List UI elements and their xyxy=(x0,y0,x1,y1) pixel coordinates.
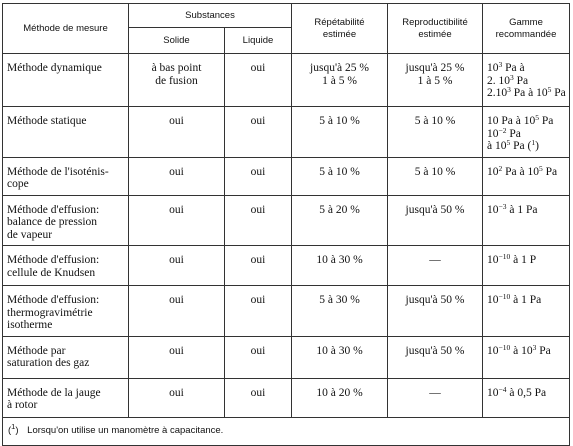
cell-text: oui xyxy=(250,203,266,216)
range-line: $10^{-2}$ Pa xyxy=(487,125,521,140)
range-cell xyxy=(483,195,570,246)
cell-text: de fusion xyxy=(155,74,198,87)
cell-text: Méthode par xyxy=(7,344,66,357)
method-cell xyxy=(3,107,129,158)
table-row xyxy=(3,157,570,195)
table-row xyxy=(3,378,570,417)
cell-text: oui xyxy=(169,165,184,178)
solid-cell xyxy=(129,157,225,195)
range-line: $10^3$ Pa à xyxy=(487,60,525,74)
cell-text: oui xyxy=(169,294,184,306)
repeatability-cell xyxy=(292,336,388,378)
header-reproducibility: Reproductibilité estimée xyxy=(388,4,483,54)
cell-text: oui xyxy=(250,386,266,399)
range-line: $10^{-10}$ à 1 P xyxy=(487,252,537,266)
cell-text: Méthode dynamique xyxy=(7,62,102,74)
cell-text: 5 à 10 % xyxy=(319,165,360,178)
document-page xyxy=(2,3,569,446)
liquid-cell xyxy=(225,378,292,417)
cell-text: — xyxy=(429,254,441,266)
range-line: $10^{-10}$ à 1 Pa xyxy=(487,292,542,306)
repeatability-cell xyxy=(292,195,388,246)
header-substances: Substances xyxy=(129,4,292,28)
method-cell xyxy=(3,286,129,337)
range-line: à $10^5$ Pa ($^1$) xyxy=(487,138,539,152)
range-cell xyxy=(483,336,570,378)
cell-text: 10 à 30 % xyxy=(316,254,363,266)
cell-text: 10 à 30 % xyxy=(316,344,363,357)
cell-text: Méthode d'effusion: xyxy=(7,203,100,216)
cell-text: oui xyxy=(169,203,184,216)
liquid-cell xyxy=(225,246,292,286)
cell-text: 10 à 20 % xyxy=(316,386,363,399)
cell-text: 5 à 10 % xyxy=(414,115,456,127)
header-solid: Solide xyxy=(129,28,225,54)
liquid-cell xyxy=(225,157,292,195)
cell-text: thermogravimétrie xyxy=(7,306,93,319)
reproducibility-cell xyxy=(388,107,483,158)
cell-text: 1 à 5 % xyxy=(322,74,357,87)
footnote-text: Lorsqu'on utilise un manomètre à capacitance. xyxy=(27,424,224,436)
table-body xyxy=(3,54,570,418)
cell-text: 5 à 10 % xyxy=(414,165,456,178)
range-line: $10^2$ Pa à $10^5$ Pa xyxy=(487,163,558,178)
cell-text: jusqu'à 50 % xyxy=(405,344,465,357)
reproducibility-cell xyxy=(388,157,483,195)
cell-text: oui xyxy=(250,165,266,178)
cell-text: jusqu'à 25 % xyxy=(405,62,465,74)
repeatability-cell xyxy=(292,378,388,417)
method-cell xyxy=(3,336,129,378)
range-line: 2. $10^3$ Pa xyxy=(487,72,529,87)
cell-text: balance de pression xyxy=(7,216,98,228)
cell-text: Méthode statique xyxy=(7,115,87,127)
header-repeatability: Répétabilité estimée xyxy=(292,4,388,54)
cell-text: oui xyxy=(250,62,266,74)
cell-text: 5 à 30 % xyxy=(319,294,360,306)
repeatability-cell xyxy=(292,286,388,337)
solid-cell xyxy=(129,378,225,417)
solid-cell xyxy=(129,54,225,107)
liquid-cell xyxy=(225,107,292,158)
cell-text: Méthode d'effusion: xyxy=(7,254,100,266)
range-cell xyxy=(483,378,570,417)
cell-text: jusqu'à 50 % xyxy=(405,203,465,216)
cell-text: oui xyxy=(250,344,266,357)
vapour-pressure-methods-table xyxy=(2,3,570,446)
range-cell xyxy=(483,157,570,195)
solid-cell xyxy=(129,246,225,286)
cell-text: à bas point xyxy=(151,62,202,74)
table-row xyxy=(3,107,570,158)
header-range: Gamme recommandée xyxy=(483,4,570,54)
cell-text: 5 à 20 % xyxy=(319,203,360,216)
method-cell xyxy=(3,157,129,195)
range-cell xyxy=(483,107,570,158)
header-liquid: Liquide xyxy=(225,28,292,54)
range-cell xyxy=(483,246,570,286)
range-cell xyxy=(483,54,570,107)
liquid-cell xyxy=(225,54,292,107)
reproducibility-cell xyxy=(388,54,483,107)
cell-text: à rotor xyxy=(7,399,38,411)
range-line: 10 Pa à $10^5$ Pa xyxy=(487,113,554,127)
cell-text: oui xyxy=(169,115,184,127)
range-line: $10^{-4}$ à 0,5 Pa xyxy=(487,384,547,399)
range-line: 2.10$^3$ Pa à $10^5$ Pa xyxy=(487,85,566,99)
repeatability-cell xyxy=(292,246,388,286)
liquid-cell xyxy=(225,286,292,337)
range-line: $10^{-10}$ à $10^3$ Pa xyxy=(487,342,551,357)
method-cell xyxy=(3,246,129,286)
header-method: Méthode de mesure xyxy=(3,4,129,54)
table-row xyxy=(3,54,570,107)
solid-cell xyxy=(129,107,225,158)
reproducibility-cell xyxy=(388,246,483,286)
cell-text: 1 à 5 % xyxy=(417,74,453,87)
range-line: $10^{-3}$ à 1 Pa xyxy=(487,201,538,216)
cell-text: oui xyxy=(250,115,266,127)
cell-text: oui xyxy=(169,344,184,357)
table-row xyxy=(3,286,570,337)
cell-text: oui xyxy=(169,254,184,266)
cell-text: jusqu'à 50 % xyxy=(405,294,465,306)
cell-text: 5 à 10 % xyxy=(319,115,360,127)
liquid-cell xyxy=(225,195,292,246)
solid-cell xyxy=(129,195,225,246)
reproducibility-cell xyxy=(388,378,483,417)
cell-text: oui xyxy=(250,294,266,306)
method-cell xyxy=(3,54,129,107)
cell-text: saturation des gaz xyxy=(7,357,90,369)
cell-text: isotherme xyxy=(7,319,53,331)
method-cell xyxy=(3,195,129,246)
liquid-cell xyxy=(225,336,292,378)
cell-text: oui xyxy=(250,254,266,266)
cell-text: oui xyxy=(169,386,184,399)
repeatability-cell xyxy=(292,54,388,107)
method-cell xyxy=(3,378,129,417)
cell-text: Méthode de l'isoténis- xyxy=(7,165,109,178)
footnote-marker: ($^1$) xyxy=(8,421,19,436)
cell-text: cellule de Knudsen xyxy=(7,266,96,279)
cell-text: Méthode d'effusion: xyxy=(7,294,100,306)
table-row xyxy=(3,246,570,286)
reproducibility-cell xyxy=(388,286,483,337)
reproducibility-cell xyxy=(388,336,483,378)
cell-text: — xyxy=(429,386,441,399)
solid-cell xyxy=(129,286,225,337)
repeatability-cell xyxy=(292,107,388,158)
solid-cell xyxy=(129,336,225,378)
cell-text: Méthode de la jauge xyxy=(7,386,101,399)
table-row xyxy=(3,195,570,246)
reproducibility-cell xyxy=(388,195,483,246)
cell-text: jusqu'à 25 % xyxy=(310,62,369,74)
range-cell xyxy=(483,286,570,337)
table-row xyxy=(3,336,570,378)
repeatability-cell xyxy=(292,157,388,195)
cell-text: de vapeur xyxy=(7,228,53,241)
cell-text: cope xyxy=(7,178,29,190)
